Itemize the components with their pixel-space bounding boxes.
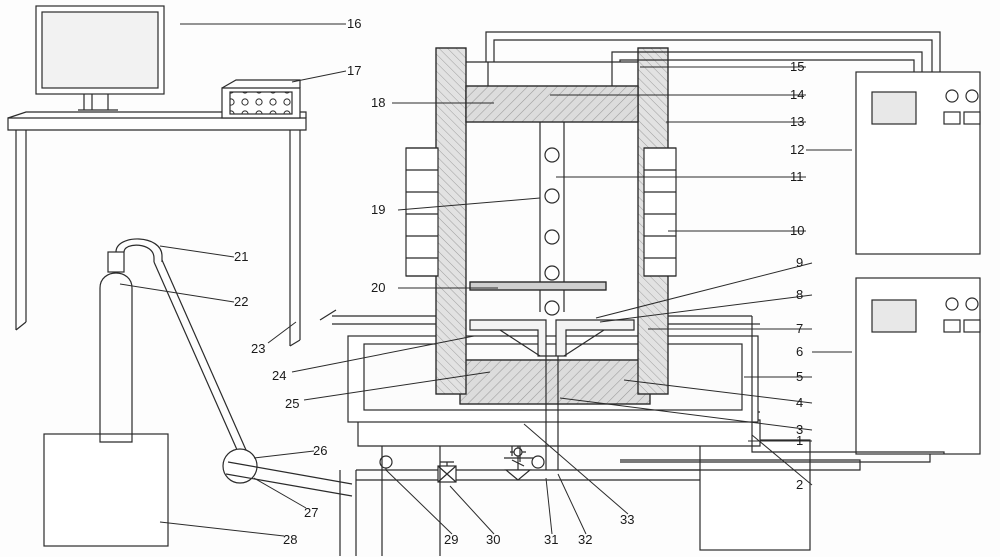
- callout-label: 26: [313, 443, 328, 458]
- callout-label: 31: [544, 532, 559, 547]
- callout-label: 6: [796, 344, 804, 359]
- callout-label: 1: [796, 433, 804, 448]
- callout-label: 8: [796, 287, 804, 302]
- callout-label: 27: [304, 505, 319, 520]
- instrument-cabinet-lower: [856, 278, 980, 454]
- callout-label: 20: [371, 280, 386, 295]
- callout-label: 12: [790, 142, 805, 157]
- callout-label: 3: [796, 422, 804, 437]
- callout-label: 32: [578, 532, 593, 547]
- computer-workstation: [8, 6, 306, 346]
- callout-label: 19: [371, 202, 386, 217]
- callout-label: 14: [790, 87, 805, 102]
- callout-label: 29: [444, 532, 459, 547]
- callout-label: 4: [796, 395, 804, 410]
- callout-label: 5: [796, 369, 804, 384]
- callout-label: 2: [796, 477, 804, 492]
- instrument-cabinet-upper: [856, 72, 980, 254]
- callout-label: 10: [790, 223, 805, 238]
- callout-label: 23: [251, 341, 266, 356]
- callout-label: 15: [790, 59, 805, 74]
- callout-label: 28: [283, 532, 298, 547]
- callout-label: 13: [790, 114, 805, 129]
- callout-label: 30: [486, 532, 501, 547]
- callout-label: 11: [790, 169, 804, 184]
- callout-label: 16: [347, 16, 362, 31]
- callout-label: 9: [796, 255, 804, 270]
- callout-label: 21: [234, 249, 249, 264]
- callout-label: 22: [234, 294, 249, 309]
- callout-label: 24: [272, 368, 287, 383]
- callout-label: 7: [796, 321, 804, 336]
- callout-label: 17: [347, 63, 362, 78]
- callout-label: 18: [371, 95, 386, 110]
- callout-label: 33: [620, 512, 635, 527]
- callout-label: 25: [285, 396, 300, 411]
